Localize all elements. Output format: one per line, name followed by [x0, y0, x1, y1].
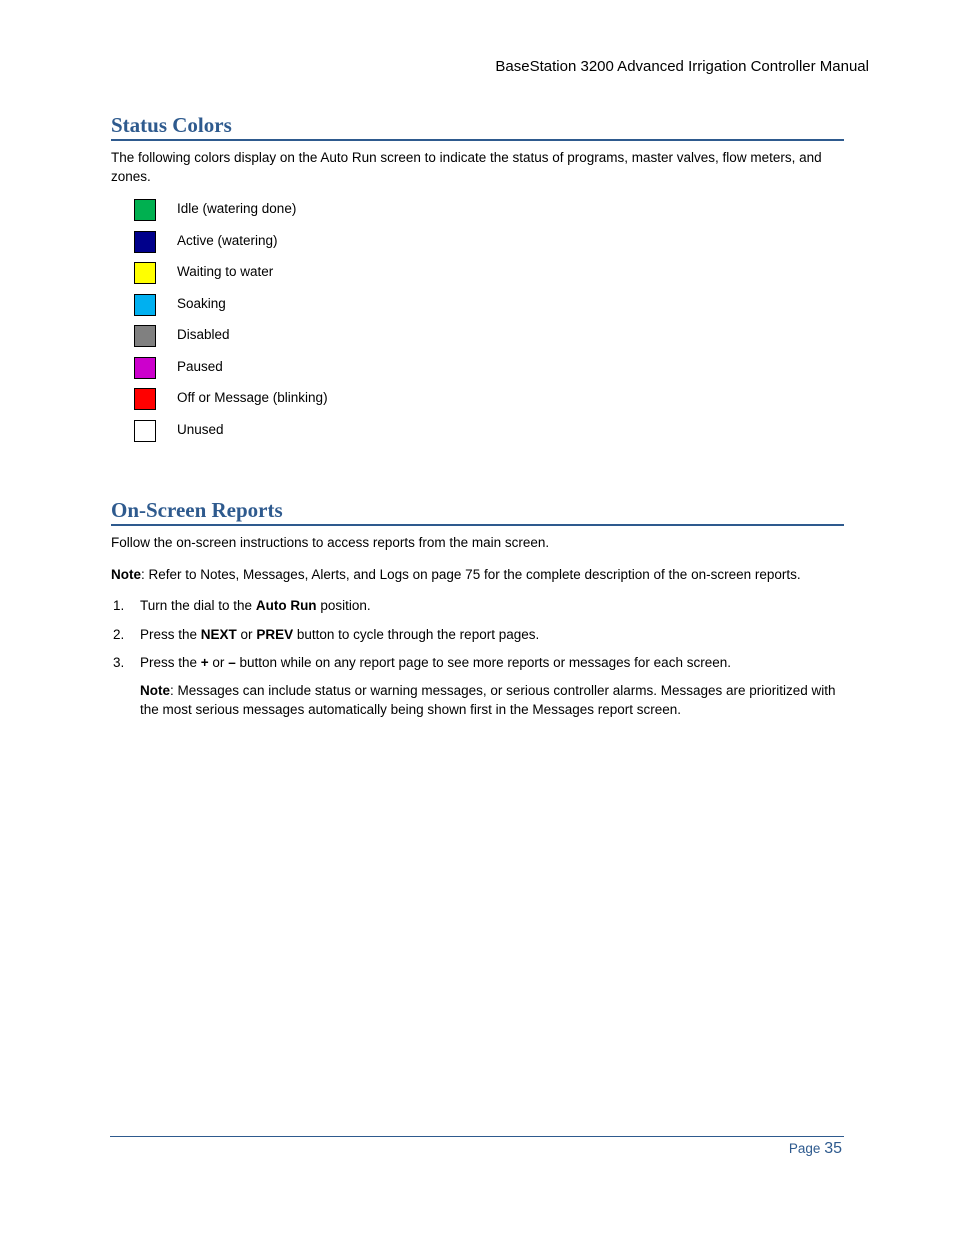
status-color-item [134, 323, 534, 355]
step-text-part: or [236, 627, 257, 642]
status-color-item [134, 386, 534, 418]
status-color-label: Unused [177, 421, 224, 437]
reports-intro: Follow the on-screen instructions to access reports from the main screen. [111, 535, 550, 550]
prev-term: PREV [256, 627, 294, 642]
step-text-part: button while on any report page to see more reports or messages for each screen. [235, 655, 731, 670]
step-text-part: Press the [140, 627, 201, 642]
page-number-value: 35 [824, 1140, 842, 1157]
status-color-label: Soaking [177, 295, 226, 311]
status-color-item [134, 229, 534, 261]
status-color-legend [134, 197, 534, 449]
status-color-label: Waiting to water [177, 264, 274, 279]
auto-run-term: Auto Run [255, 598, 317, 613]
color-swatch [134, 231, 156, 253]
step-text [140, 653, 731, 672]
status-color-label: Idle (watering done) [177, 201, 297, 216]
step-text [140, 596, 371, 615]
note-label: Note [140, 683, 170, 698]
next-term: NEXT [200, 627, 237, 642]
status-colors-intro: The following colors display on the Auto Run screen to indicate the status of programs, master valves, flow meters, and zones. [111, 150, 822, 184]
status-color-label: Off or Message (blinking) [177, 390, 328, 405]
page-number [789, 1140, 842, 1158]
note-text: : Refer to Notes, Messages, Alerts, and Logs on page 75 for the complete description of the on-screen reports. [141, 567, 801, 582]
step-text-part: Turn the dial to the [140, 598, 256, 613]
footer-divider [110, 1136, 844, 1137]
status-color-item [134, 418, 534, 450]
step-number: 3. [113, 655, 125, 670]
page-label: Page [788, 1141, 821, 1156]
note-label: Note [111, 567, 141, 582]
plus-term: + [200, 655, 209, 670]
on-screen-reports-heading: On-Screen Reports [111, 497, 844, 526]
status-color-label: Paused [177, 358, 223, 374]
step-text [140, 625, 539, 644]
step-text-part: Press the [140, 655, 201, 670]
step-text-part: or [208, 655, 229, 670]
status-color-item [134, 260, 534, 292]
reports-note [111, 565, 844, 584]
status-color-item [134, 292, 534, 324]
color-swatch [134, 325, 156, 347]
status-color-label: Disabled [177, 327, 230, 342]
color-swatch [134, 262, 156, 284]
note-text: : Messages can include status or warning messages, or serious controller alarms. Messages are prioritized with the most serious messages automatically being shown first in the Messages report screen. [140, 683, 836, 717]
color-swatch [134, 357, 156, 379]
color-swatch [134, 420, 156, 442]
step-number: 2. [113, 627, 125, 642]
step-number: 1. [113, 598, 125, 613]
step-note [140, 681, 844, 719]
step-text-part: position. [316, 598, 371, 613]
minus-term: – [228, 655, 236, 670]
status-color-label: Active (watering) [177, 232, 278, 248]
status-color-item [134, 355, 534, 387]
step-text-part: button to cycle through the report pages. [293, 627, 540, 642]
color-swatch [134, 388, 156, 410]
color-swatch [134, 199, 156, 221]
status-colors-heading: Status Colors [111, 112, 844, 141]
color-swatch [134, 294, 156, 316]
status-color-item [134, 197, 534, 229]
document-header-title: BaseStation 3200 Advanced Irrigation Controller Manual [495, 58, 869, 75]
